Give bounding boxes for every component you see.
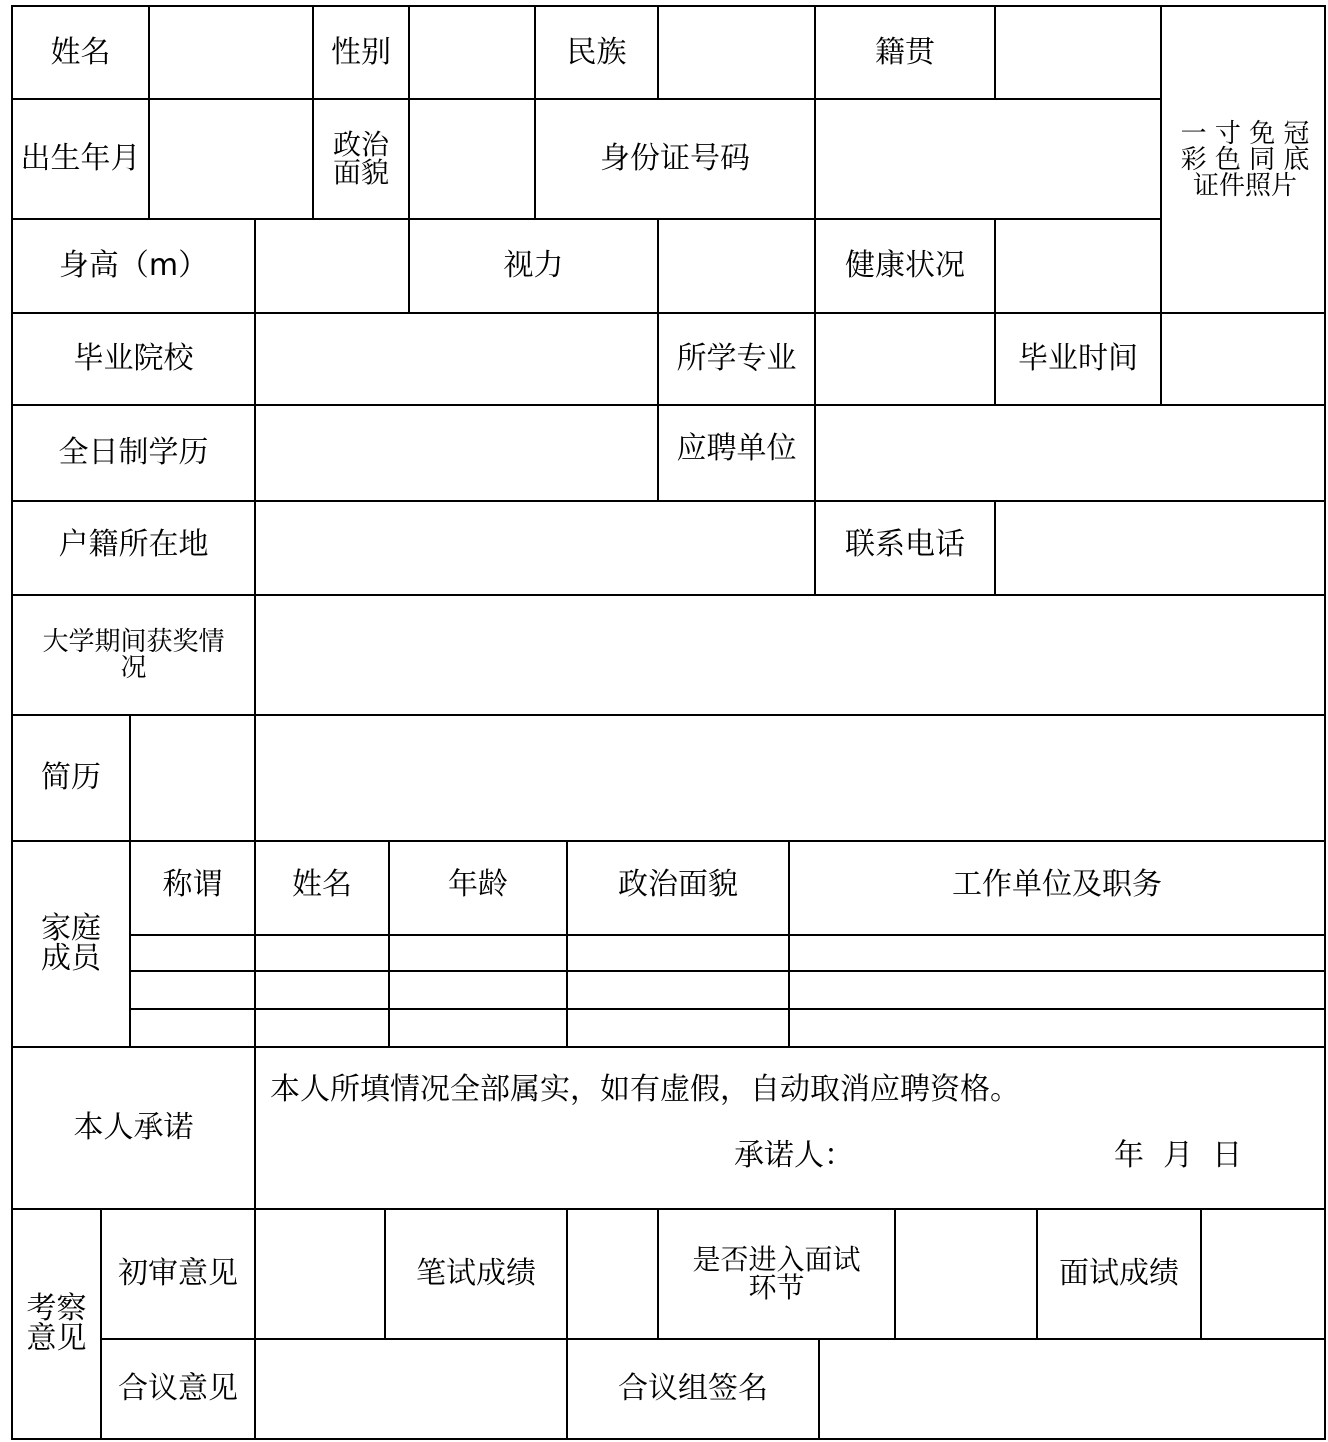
label-photo: 一 寸 免 冠 彩 色 同 底 证件照片 [1180,118,1310,201]
label-commitment: 本人承诺 [73,1110,194,1145]
date-text: 年 月 日 [1114,1138,1243,1173]
initial-review-field[interactable] [256,1210,384,1338]
label-ethnicity: 民族 [566,34,627,70]
label-applied-unit: 应聘单位 [676,431,797,466]
label-resume: 简历 [41,760,101,795]
commitment-text: 本人所填情况全部属实，如有虚假，自动取消应聘资格。 [270,1072,1020,1107]
joint-signature-field[interactable] [820,1340,1324,1438]
applied-unit-field[interactable] [816,406,1324,500]
label-awards: 大学期间获奖情 况 [42,627,225,683]
label-birth: 出生年月 [20,141,141,176]
interview-score-field[interactable] [1202,1210,1324,1338]
label-political-status: 政治 面貌 [332,128,389,189]
label-health: 健康状况 [845,248,965,283]
gender-field[interactable] [410,7,534,98]
label-native-place: 籍贯 [875,34,935,70]
graduation-time-field[interactable] [1162,314,1324,404]
label-initial-review: 初审意见 [118,1256,238,1291]
label-id-number: 身份证号码 [600,141,750,176]
name-field[interactable] [150,7,312,98]
major-field[interactable] [816,314,994,404]
label-joint-opinion: 合议意见 [118,1371,238,1406]
school-field[interactable] [256,314,657,404]
label-vision: 视力 [503,248,564,283]
resume-field[interactable] [131,716,1324,840]
id-number-field[interactable] [816,100,1160,218]
height-field[interactable] [256,220,408,312]
label-name: 姓名 [50,34,111,70]
birth-field[interactable] [150,100,312,218]
label-height: 身高（m） [58,248,209,283]
label-family: 家庭 成员 [41,911,101,976]
political-status-field[interactable] [410,100,534,218]
label-household-location: 户籍所在地 [58,527,209,562]
phone-field[interactable] [996,502,1324,594]
label-gender: 性别 [331,34,391,70]
label-review: 考察 意见 [26,1291,87,1356]
household-location-field[interactable] [256,502,814,594]
label-interview-score: 面试成绩 [1059,1256,1179,1291]
vision-field[interactable] [659,220,814,312]
label-written-score: 笔试成绩 [416,1256,536,1291]
label-joint-signature: 合议组签名 [618,1371,768,1406]
label-major: 所学专业 [676,341,797,376]
label-fulltime-education: 全日制学历 [58,435,209,470]
health-field[interactable] [996,220,1160,312]
family-row-3[interactable] [131,1010,1324,1046]
awards-field[interactable] [256,596,1324,714]
promisor-signature-field[interactable] [880,1136,1100,1176]
ethnicity-field[interactable] [659,7,814,98]
fulltime-education-field[interactable] [256,406,657,500]
label-enter-interview: 是否进入面试 环节 [692,1243,861,1304]
label-school: 毕业院校 [73,341,194,376]
label-phone: 联系电话 [845,527,965,562]
written-score-field[interactable] [568,1210,657,1338]
enter-interview-field[interactable] [896,1210,1036,1338]
family-row-2[interactable] [131,972,1324,1008]
label-family-name: 姓名 [292,867,352,902]
border-right [1324,5,1326,1440]
label-family-political: 政治面貌 [618,867,738,902]
family-row-1[interactable] [131,936,1324,970]
label-family-relation: 称谓 [162,867,223,902]
native-place-field[interactable] [996,7,1160,98]
label-family-age: 年龄 [448,867,508,902]
label-graduation-time: 毕业时间 [1018,341,1138,376]
joint-opinion-field[interactable] [256,1340,566,1438]
border-bottom [11,1438,1326,1440]
label-family-work: 工作单位及职务 [952,867,1162,902]
label-promisor: 承诺人： [734,1138,854,1173]
